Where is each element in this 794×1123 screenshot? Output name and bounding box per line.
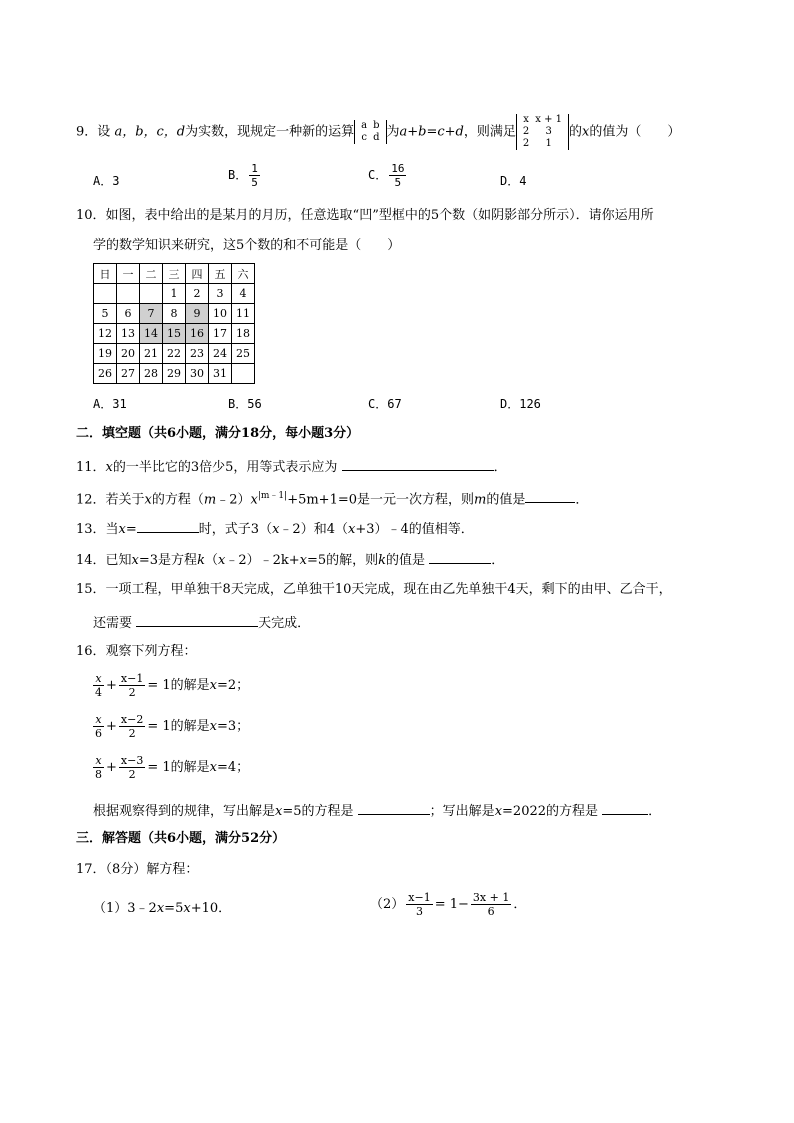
- calendar-row: 5 6 7 8 9 10 11: [94, 304, 255, 324]
- section-3-heading: 三．解答题（共6小题，满分52分）: [76, 831, 286, 846]
- q15-answer-blank[interactable]: [136, 612, 258, 627]
- calendar-header-row: 日 一 二 三 四 五 六: [94, 264, 255, 284]
- q9-number: 9．: [76, 124, 98, 140]
- q17-title: 17．（8分）解方程：: [76, 862, 199, 877]
- q9-line: 9．设 a，b，c，d为实数，现规定一种新的运算 a b c d 为a+b=c+d，则满足 x x + 1 2 3 2 1 的x的值为（ ）: [76, 114, 681, 149]
- q12-answer-blank[interactable]: [525, 488, 575, 503]
- q16-equation-1: $\frac{x}{4}$ + $\frac{x-1}{2}$ = 1的解是x=2；: [95, 672, 250, 699]
- calendar-row: 19 20 21 22 23 24 25: [94, 344, 255, 364]
- calendar-table: [93, 263, 255, 384]
- q15-line1: 15．一项工程，甲单独干8天完成，乙单独干10天完成，现在由乙先单独干4天，剩下的由甲、乙合干，: [76, 582, 672, 597]
- q15-line2: 还需要 天完成．: [93, 612, 310, 633]
- section-2-heading: 二．填空题（共6小题，满分18分，每小题3分）: [76, 426, 360, 441]
- q9-option-a: A．3: [93, 174, 120, 188]
- q9-option-d: D．4: [500, 174, 527, 188]
- q11-answer-blank[interactable]: [342, 456, 494, 471]
- q13-line: 13．当x= 时，式子3（x﹣2）和4（x+3）﹣4的值相等．: [76, 518, 474, 539]
- determinant-equation: x x + 1 2 3 2 1: [516, 114, 569, 150]
- q12-line: 12．若关于x的方程$(m﹣2)x^{|m﹣1|}+5m+1=0$是一元一次方程，则m的值是 ．: [76, 487, 588, 509]
- q16-answer-blank-2[interactable]: [602, 800, 648, 815]
- q16-equation-2: $\frac{x}{6}$ + $\frac{x-2}{2}$ = 1的解是x=3；: [95, 713, 250, 740]
- q14-answer-blank[interactable]: [429, 549, 491, 564]
- q16-answer-blank-1[interactable]: [358, 800, 430, 815]
- q9-vars: a，b，c，d: [114, 124, 186, 140]
- q10-line2: 学的数学知识来研究，这5个数的和不可能是（ ）: [93, 238, 401, 253]
- calendar-row: 1 2 3 4: [94, 284, 255, 304]
- determinant-definition: a b c d: [354, 120, 386, 144]
- q16-equation-3: $\frac{x}{8}$ + $\frac{x-3}{2}$ = 1的解是x=4；: [95, 754, 250, 781]
- q17-part-2: （2） $\frac{x-1}{3}$ = 1− $\frac{3x + 1}{6}$ ．: [370, 891, 527, 918]
- q11-line: 11．x的一半比它的3倍少5，用等式表示应为 ．: [76, 456, 507, 477]
- q14-line: 14．已知x=3是方程k（x﹣2）﹣2k+x=5的解，则k的值是 ．: [76, 549, 504, 570]
- q10-option-d: D．126: [500, 397, 541, 411]
- q16-conclusion: 根据观察得到的规律，写出解是x=5的方程是 ；写出解是x=2022的方程是 ．: [93, 800, 661, 821]
- q9-option-b: B． $\frac{1}{5}$: [228, 162, 258, 189]
- q10-option-a: A．31: [93, 397, 127, 411]
- q16-title: 16．观察下列方程：: [76, 644, 197, 659]
- q10-line1: 10．如图，表中给出的是某月的月历，任意选取“凹”型框中的5个数（如阴影部分所示）．请你运用所: [76, 208, 654, 223]
- q10-option-c: C．67: [368, 397, 402, 411]
- q17-part-1: （1）3﹣2x=5x+10．: [93, 901, 232, 916]
- calendar-row: 26 27 28 29 30 31: [94, 364, 255, 384]
- q10-option-b: B．56: [228, 397, 262, 411]
- calendar-row: 12 13 14 15 16 17 18: [94, 324, 255, 344]
- q9-option-c: C． $\frac{16}{5}$: [368, 162, 405, 189]
- q13-answer-blank[interactable]: [137, 518, 199, 533]
